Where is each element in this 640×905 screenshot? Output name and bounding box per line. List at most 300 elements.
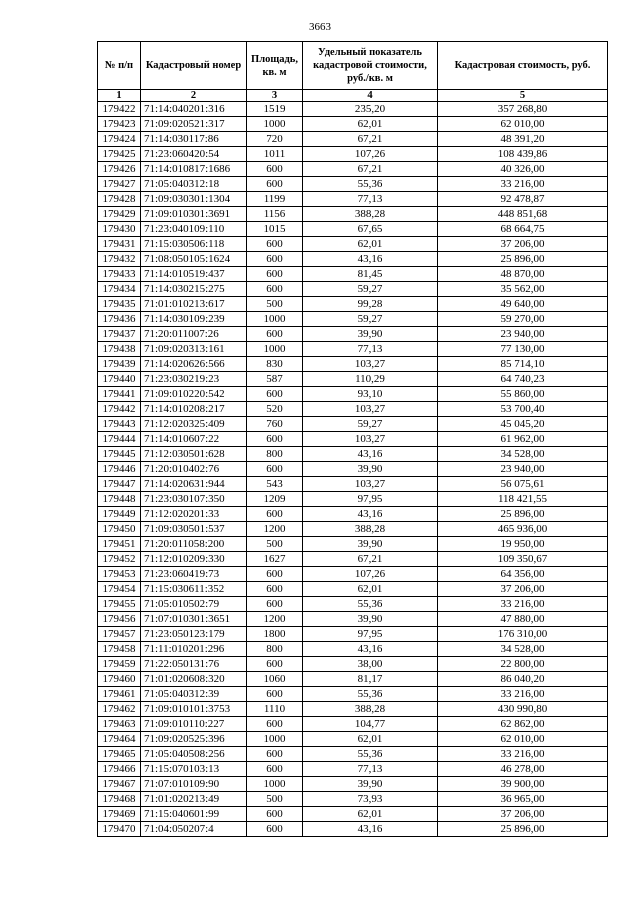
cadastral-number-cell: 71:05:040312:39 [141,687,247,702]
area-cell: 800 [247,447,303,462]
cadastral-number-cell: 71:09:010220:542 [141,387,247,402]
area-cell: 1209 [247,492,303,507]
row-number-cell: 179461 [98,687,141,702]
table-row [98,357,608,372]
row-number-cell: 179458 [98,642,141,657]
cadastral-value-cell: 33 216,00 [438,687,608,702]
table-row [98,687,608,702]
unit-rate-cell: 43,16 [303,642,438,657]
area-cell: 600 [247,717,303,732]
row-number-cell: 179439 [98,357,141,372]
cadastral-value-cell: 62 010,00 [438,732,608,747]
row-number-cell: 179445 [98,447,141,462]
header-row [98,42,608,90]
area-cell: 600 [247,582,303,597]
unit-rate-cell: 55,36 [303,747,438,762]
cadastral-value-cell: 92 478,87 [438,192,608,207]
table-row [98,822,608,837]
table-row [98,567,608,582]
row-number-cell: 179428 [98,192,141,207]
cadastral-number-cell: 71:01:010213:617 [141,297,247,312]
table-row [98,267,608,282]
cadastral-number-cell: 71:23:060420:54 [141,147,247,162]
cadastral-value-cell: 59 270,00 [438,312,608,327]
area-cell: 500 [247,537,303,552]
cadastral-value-cell: 36 965,00 [438,792,608,807]
cadastral-number-cell: 71:20:010402:76 [141,462,247,477]
table-row [98,282,608,297]
cadastral-number-cell: 71:09:030501:537 [141,522,247,537]
cadastral-value-table [97,41,608,837]
unit-rate-cell: 103,27 [303,477,438,492]
area-cell: 1110 [247,702,303,717]
area-cell: 1627 [247,552,303,567]
table-row [98,627,608,642]
unit-rate-cell: 43,16 [303,822,438,837]
area-cell: 1156 [247,207,303,222]
row-number-cell: 179450 [98,522,141,537]
cadastral-value-cell: 61 962,00 [438,432,608,447]
cadastral-number-cell: 71:22:050131:76 [141,657,247,672]
row-number-cell: 179430 [98,222,141,237]
table-row [98,492,608,507]
unit-rate-cell: 55,36 [303,687,438,702]
table-row [98,222,608,237]
column-number: 4 [303,90,438,102]
table-row [98,192,608,207]
area-cell: 600 [247,762,303,777]
cadastral-value-cell: 85 714,10 [438,357,608,372]
cadastral-value-cell: 25 896,00 [438,822,608,837]
table-row [98,477,608,492]
cadastral-value-cell: 46 278,00 [438,762,608,777]
table-row [98,132,608,147]
row-number-cell: 179451 [98,537,141,552]
table-row [98,582,608,597]
cadastral-number-cell: 71:01:020608:320 [141,672,247,687]
row-number-cell: 179422 [98,102,141,117]
cadastral-number-cell: 71:23:030107:350 [141,492,247,507]
cadastral-value-cell: 19 950,00 [438,537,608,552]
cadastral-number-cell: 71:04:050207:4 [141,822,247,837]
cadastral-value-cell: 48 391,20 [438,132,608,147]
cadastral-number-cell: 71:14:010519:437 [141,267,247,282]
area-cell: 1060 [247,672,303,687]
unit-rate-cell: 104,77 [303,717,438,732]
cadastral-number-cell: 71:14:020626:566 [141,357,247,372]
table-row [98,372,608,387]
area-cell: 600 [247,282,303,297]
area-cell: 543 [247,477,303,492]
row-number-cell: 179448 [98,492,141,507]
table-row [98,327,608,342]
row-number-cell: 179469 [98,807,141,822]
cadastral-number-cell: 71:14:010208:217 [141,402,247,417]
unit-rate-cell: 97,95 [303,492,438,507]
cadastral-number-cell: 71:12:020201:33 [141,507,247,522]
unit-rate-cell: 107,26 [303,567,438,582]
cadastral-value-cell: 47 880,00 [438,612,608,627]
cadastral-value-cell: 64 740,23 [438,372,608,387]
area-cell: 600 [247,597,303,612]
row-number-cell: 179470 [98,822,141,837]
page-number: 3663 [309,21,331,33]
cadastral-number-cell: 71:05:040508:256 [141,747,247,762]
area-cell: 1000 [247,777,303,792]
area-cell: 1015 [247,222,303,237]
cadastral-number-cell: 71:20:011007:26 [141,327,247,342]
table-row [98,807,608,822]
table-row [98,552,608,567]
area-cell: 600 [247,507,303,522]
row-number-cell: 179427 [98,177,141,192]
table-row [98,717,608,732]
table-row [98,747,608,762]
unit-rate-cell: 62,01 [303,732,438,747]
row-number-cell: 179466 [98,762,141,777]
cadastral-value-cell: 55 860,00 [438,387,608,402]
cadastral-value-cell: 23 940,00 [438,462,608,477]
cadastral-value-cell: 35 562,00 [438,282,608,297]
area-cell: 600 [247,177,303,192]
area-cell: 1519 [247,102,303,117]
area-cell: 1199 [247,192,303,207]
area-cell: 600 [247,387,303,402]
area-cell: 600 [247,432,303,447]
cadastral-number-cell: 71:14:010607:22 [141,432,247,447]
area-cell: 720 [247,132,303,147]
unit-rate-cell: 39,90 [303,327,438,342]
cadastral-number-cell: 71:09:030301:1304 [141,192,247,207]
cadastral-value-cell: 48 870,00 [438,267,608,282]
unit-rate-cell: 67,21 [303,162,438,177]
table-row [98,417,608,432]
table-row [98,162,608,177]
row-number-cell: 179424 [98,132,141,147]
area-cell: 500 [247,792,303,807]
cadastral-value-cell: 40 326,00 [438,162,608,177]
area-cell: 600 [247,567,303,582]
cadastral-number-cell: 71:23:030219:23 [141,372,247,387]
row-number-cell: 179462 [98,702,141,717]
cadastral-value-cell: 109 350,67 [438,552,608,567]
cadastral-number-cell: 71:09:010110:227 [141,717,247,732]
unit-rate-cell: 110,29 [303,372,438,387]
area-cell: 500 [247,297,303,312]
area-cell: 1200 [247,522,303,537]
row-number-cell: 179460 [98,672,141,687]
header-area: Площадь, кв. м [247,42,303,90]
table-row [98,117,608,132]
area-cell: 1000 [247,732,303,747]
unit-rate-cell: 103,27 [303,357,438,372]
unit-rate-cell: 77,13 [303,342,438,357]
cadastral-number-cell: 71:15:040601:99 [141,807,247,822]
cadastral-number-cell: 71:14:020631:944 [141,477,247,492]
cadastral-number-cell: 71:20:011058:200 [141,537,247,552]
unit-rate-cell: 67,21 [303,552,438,567]
area-cell: 600 [247,687,303,702]
unit-rate-cell: 43,16 [303,507,438,522]
table-row [98,462,608,477]
row-number-cell: 179426 [98,162,141,177]
row-number-cell: 179464 [98,732,141,747]
cadastral-value-cell: 118 421,55 [438,492,608,507]
cadastral-value-cell: 86 040,20 [438,672,608,687]
row-number-cell: 179432 [98,252,141,267]
row-number-cell: 179433 [98,267,141,282]
table-row [98,732,608,747]
unit-rate-cell: 43,16 [303,447,438,462]
area-cell: 1800 [247,627,303,642]
table-body [98,102,608,837]
row-number-cell: 179437 [98,327,141,342]
cadastral-number-cell: 71:23:050123:179 [141,627,247,642]
unit-rate-cell: 55,36 [303,177,438,192]
unit-rate-cell: 99,28 [303,297,438,312]
header-row-number: № п/п [98,42,141,90]
cadastral-number-cell: 71:08:050105:1624 [141,252,247,267]
cadastral-value-cell: 22 800,00 [438,657,608,672]
area-cell: 1200 [247,612,303,627]
unit-rate-cell: 81,17 [303,672,438,687]
area-cell: 600 [247,747,303,762]
header-cadastral-number: Кадастровый номер [141,42,247,90]
unit-rate-cell: 81,45 [303,267,438,282]
cadastral-number-cell: 71:15:030611:352 [141,582,247,597]
unit-rate-cell: 388,28 [303,702,438,717]
cadastral-number-cell: 71:05:010502:79 [141,597,247,612]
cadastral-value-cell: 357 268,80 [438,102,608,117]
table-row [98,432,608,447]
row-number-cell: 179438 [98,342,141,357]
table-row [98,537,608,552]
area-cell: 830 [247,357,303,372]
cadastral-value-cell: 33 216,00 [438,177,608,192]
cadastral-value-cell: 23 940,00 [438,327,608,342]
table-row [98,672,608,687]
cadastral-value-cell: 33 216,00 [438,597,608,612]
area-cell: 1011 [247,147,303,162]
cadastral-number-cell: 71:12:020325:409 [141,417,247,432]
cadastral-value-cell: 37 206,00 [438,237,608,252]
unit-rate-cell: 67,21 [303,132,438,147]
area-cell: 600 [247,807,303,822]
table-row [98,297,608,312]
row-number-cell: 179423 [98,117,141,132]
row-number-cell: 179443 [98,417,141,432]
table-row [98,702,608,717]
table-row [98,657,608,672]
unit-rate-cell: 67,65 [303,222,438,237]
unit-rate-cell: 73,93 [303,792,438,807]
unit-rate-cell: 39,90 [303,537,438,552]
row-number-cell: 179457 [98,627,141,642]
table-row [98,237,608,252]
unit-rate-cell: 62,01 [303,117,438,132]
row-number-cell: 179459 [98,657,141,672]
row-number-cell: 179463 [98,717,141,732]
cadastral-number-cell: 71:09:020525:396 [141,732,247,747]
unit-rate-cell: 388,28 [303,207,438,222]
cadastral-number-cell: 71:11:010201:296 [141,642,247,657]
cadastral-value-cell: 37 206,00 [438,807,608,822]
cadastral-value-cell: 25 896,00 [438,507,608,522]
cadastral-value-cell: 37 206,00 [438,582,608,597]
cadastral-number-cell: 71:14:010817:1686 [141,162,247,177]
table-row [98,762,608,777]
cadastral-number-cell: 71:09:020521:317 [141,117,247,132]
row-number-cell: 179436 [98,312,141,327]
unit-rate-cell: 107,26 [303,147,438,162]
row-number-cell: 179465 [98,747,141,762]
row-number-cell: 179456 [98,612,141,627]
row-number-cell: 179429 [98,207,141,222]
cadastral-value-cell: 34 528,00 [438,447,608,462]
row-number-cell: 179442 [98,402,141,417]
area-cell: 1000 [247,117,303,132]
cadastral-value-cell: 39 900,00 [438,777,608,792]
unit-rate-cell: 59,27 [303,417,438,432]
table-row [98,777,608,792]
cadastral-value-cell: 430 990,80 [438,702,608,717]
row-number-cell: 179431 [98,237,141,252]
cadastral-value-cell: 62 010,00 [438,117,608,132]
area-cell: 587 [247,372,303,387]
table-header [98,42,608,102]
unit-rate-cell: 59,27 [303,282,438,297]
cadastral-number-cell: 71:01:020213:49 [141,792,247,807]
unit-rate-cell: 62,01 [303,237,438,252]
area-cell: 600 [247,822,303,837]
unit-rate-cell: 59,27 [303,312,438,327]
row-number-cell: 179449 [98,507,141,522]
unit-rate-cell: 93,10 [303,387,438,402]
unit-rate-cell: 62,01 [303,582,438,597]
cadastral-number-cell: 71:07:010109:90 [141,777,247,792]
area-cell: 600 [247,657,303,672]
cadastral-number-cell: 71:14:030117:86 [141,132,247,147]
table-row [98,642,608,657]
cadastral-value-cell: 33 216,00 [438,747,608,762]
cadastral-number-cell: 71:09:010301:3691 [141,207,247,222]
cadastral-number-cell: 71:09:020313:161 [141,342,247,357]
cadastral-number-cell: 71:14:030109:239 [141,312,247,327]
cadastral-value-cell: 25 896,00 [438,252,608,267]
unit-rate-cell: 235,20 [303,102,438,117]
row-number-cell: 179454 [98,582,141,597]
row-number-cell: 179452 [98,552,141,567]
cadastral-value-cell: 108 439,86 [438,147,608,162]
cadastral-number-cell: 71:15:070103:13 [141,762,247,777]
table-row [98,387,608,402]
table-row [98,207,608,222]
cadastral-value-cell: 176 310,00 [438,627,608,642]
area-cell: 600 [247,237,303,252]
row-number-cell: 179447 [98,477,141,492]
row-number-cell: 179467 [98,777,141,792]
area-cell: 800 [247,642,303,657]
row-number-cell: 179435 [98,297,141,312]
unit-rate-cell: 39,90 [303,462,438,477]
row-number-cell: 179444 [98,432,141,447]
header-unit-rate: Удельный показатель кадастровой стоимости, руб./кв. м [303,42,438,90]
table-row [98,402,608,417]
unit-rate-cell: 38,00 [303,657,438,672]
row-number-cell: 179468 [98,792,141,807]
cadastral-value-cell: 62 862,00 [438,717,608,732]
column-number-row [98,90,608,102]
unit-rate-cell: 77,13 [303,762,438,777]
cadastral-value-cell: 49 640,00 [438,297,608,312]
area-cell: 1000 [247,342,303,357]
area-cell: 520 [247,402,303,417]
row-number-cell: 179453 [98,567,141,582]
column-number: 1 [98,90,141,102]
cadastral-number-cell: 71:14:030215:275 [141,282,247,297]
area-cell: 600 [247,267,303,282]
cadastral-number-cell: 71:07:010301:3651 [141,612,247,627]
row-number-cell: 179425 [98,147,141,162]
unit-rate-cell: 77,13 [303,192,438,207]
table-row [98,792,608,807]
table-row [98,597,608,612]
area-cell: 600 [247,252,303,267]
table-row [98,342,608,357]
table-row [98,102,608,117]
row-number-cell: 179440 [98,372,141,387]
unit-rate-cell: 103,27 [303,432,438,447]
column-number: 2 [141,90,247,102]
cadastral-value-cell: 53 700,40 [438,402,608,417]
table-row [98,312,608,327]
area-cell: 1000 [247,312,303,327]
area-cell: 600 [247,162,303,177]
unit-rate-cell: 43,16 [303,252,438,267]
cadastral-number-cell: 71:05:040312:18 [141,177,247,192]
cadastral-number-cell: 71:12:010209:330 [141,552,247,567]
row-number-cell: 179446 [98,462,141,477]
area-cell: 760 [247,417,303,432]
cadastral-number-cell: 71:14:040201:316 [141,102,247,117]
row-number-cell: 179434 [98,282,141,297]
table-row [98,447,608,462]
cadastral-value-cell: 45 045,20 [438,417,608,432]
header-cadastral-value: Кадастровая стоимость, руб. [438,42,608,90]
cadastral-value-cell: 465 936,00 [438,522,608,537]
column-number: 5 [438,90,608,102]
unit-rate-cell: 388,28 [303,522,438,537]
cadastral-number-cell: 71:12:030501:628 [141,447,247,462]
cadastral-value-cell: 448 851,68 [438,207,608,222]
cadastral-value-cell: 68 664,75 [438,222,608,237]
cadastral-number-cell: 71:23:060419:73 [141,567,247,582]
cadastral-number-cell: 71:23:040109:110 [141,222,247,237]
row-number-cell: 179455 [98,597,141,612]
cadastral-value-cell: 56 075,61 [438,477,608,492]
unit-rate-cell: 39,90 [303,777,438,792]
unit-rate-cell: 39,90 [303,612,438,627]
cadastral-value-cell: 77 130,00 [438,342,608,357]
unit-rate-cell: 103,27 [303,402,438,417]
table-row [98,252,608,267]
table-row [98,522,608,537]
cadastral-number-cell: 71:09:010101:3753 [141,702,247,717]
table-row [98,177,608,192]
table-row [98,612,608,627]
area-cell: 600 [247,327,303,342]
area-cell: 600 [247,462,303,477]
